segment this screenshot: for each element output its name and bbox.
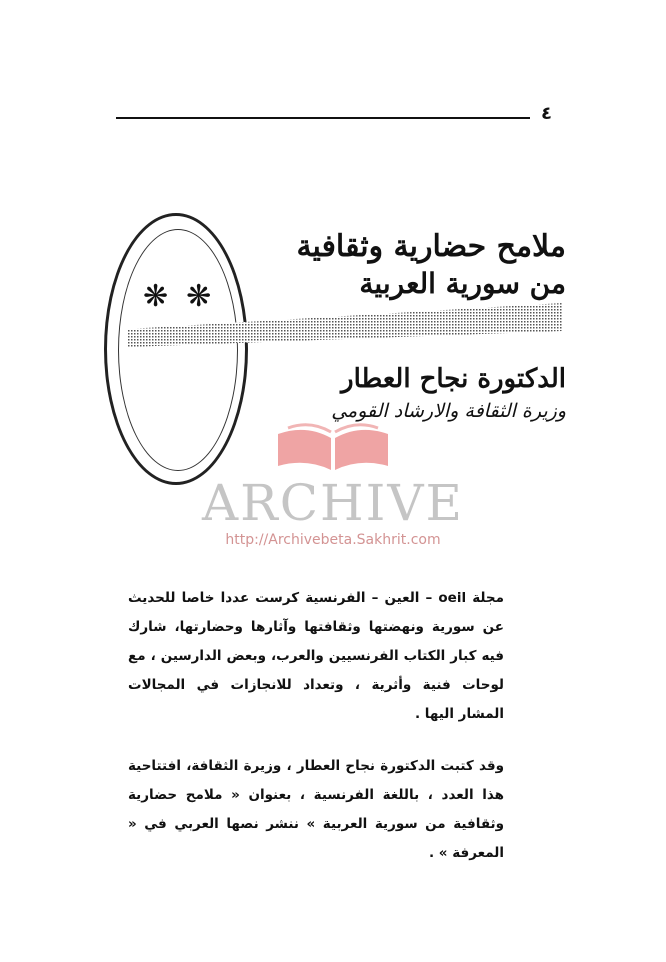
body-paragraph-2: وقد كتبت الدكتورة نجاح العطار ، وزيرة الثقافة، افتتاحية هذا العدد ، باللغة الفرنسية ، بعنوان « ملامح حضارية وثقافية من سورية العربية » ننشر نصها العربي في « المعرفة » . [128,757,504,861]
title-block [296,228,566,302]
hatched-band [128,303,562,347]
article-title: ملامح حضارية وثقافية [296,229,566,264]
author-name: الدكتورة نجاح العطار [341,364,566,394]
author-block [331,361,566,425]
asterisk-icon: ❋ [186,279,212,314]
asterisk-icon: ❋ [143,279,169,314]
page-number: ٤ [541,103,552,124]
watermark-url: http://Archivebeta.Sakhrit.com [225,532,441,548]
article-subtitle: من سورية العربية [359,267,566,300]
body-paragraph-1: مجلة oeil – العين – الفرنسية كرست عددا خاصا للحديث عن سورية ونهضتها وثقافتها وآثارها وحضارتها، شارك فيه كبار الكتاب الفرنسيين والعرب، وبعض الدارسين ، مع لوحات فنية وأثرية ، وتعداد للانجازات في المجالات المشار اليها . [128,589,504,722]
author-role: وزيرة الثقافة والارشاد القومي [331,400,566,422]
archive-watermark [0,420,666,548]
watermark-title: ARCHIVE [202,474,464,532]
oval-inner-frame [118,229,238,471]
book-logo-icon [268,420,398,472]
header-rule [116,117,530,119]
